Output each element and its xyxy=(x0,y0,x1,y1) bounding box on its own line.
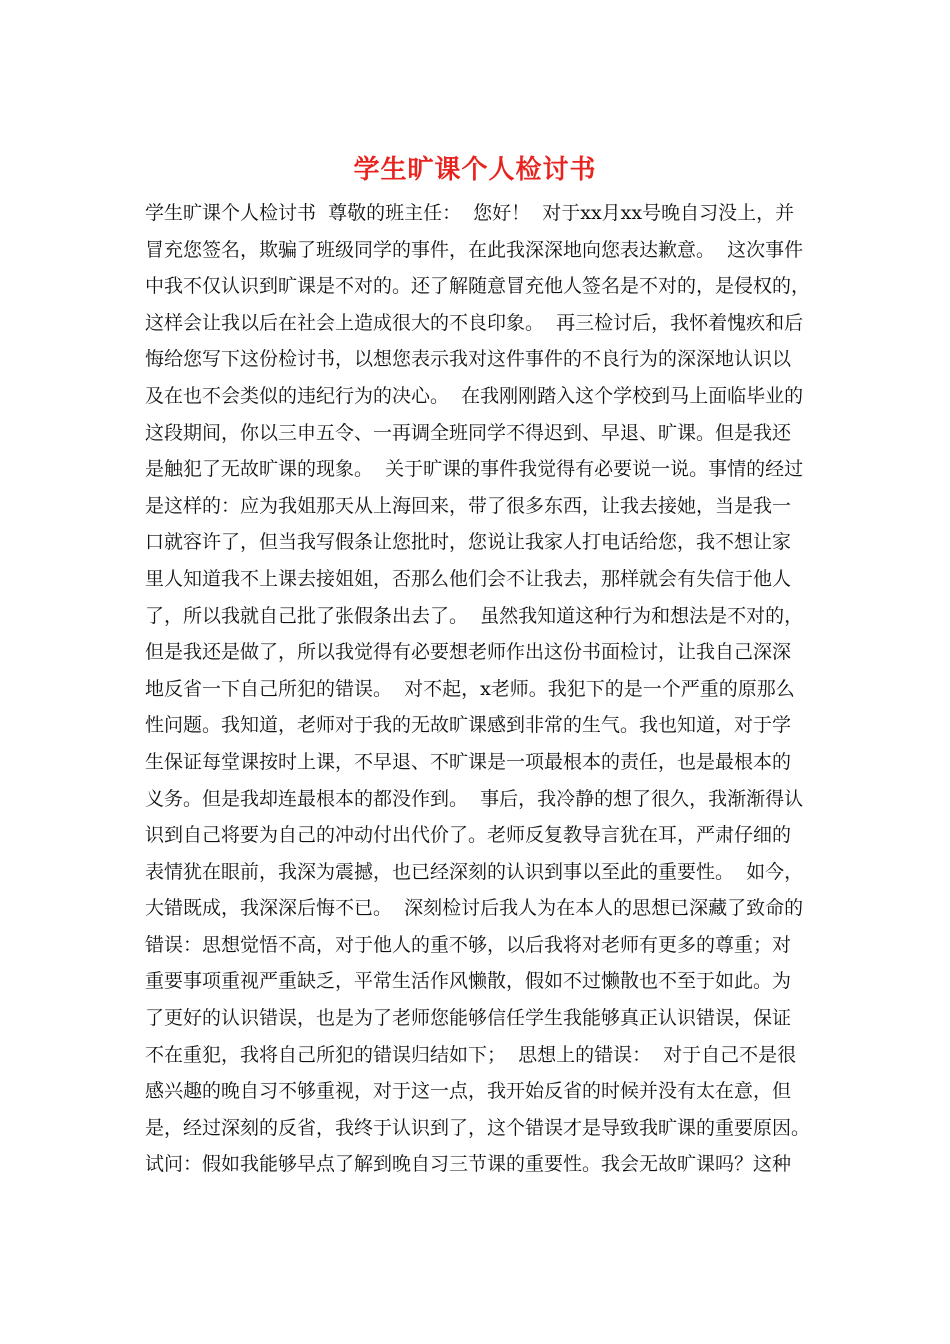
body-line: 悔给您写下这份检讨书，以想您表示我对这件事件的不良行为的深深地认识以 xyxy=(145,348,792,371)
body-line: 性问题。我知道，老师对于我的无故旷课感到非常的生气。我也知道，对于学 xyxy=(145,714,792,737)
body-line: 中我不仅认识到旷课是不对的。还了解随意冒充他人签名是不对的，是侵权的， xyxy=(145,275,810,298)
body-line: 是触犯了无故旷课的现象。 关于旷课的事件我觉得有必要说一说。事情的经过 xyxy=(145,458,804,481)
body-line: 了更好的认识错误，也是为了老师您能够信任学生我能够真正认识错误，保证 xyxy=(145,1007,792,1030)
body-line: 试问：假如我能够早点了解到晚自习三节课的重要性。我会无故旷课吗？这种 xyxy=(145,1153,792,1176)
body-line: 义务。但是我却连最根本的都没作到。 事后，我冷静的想了很久，我渐渐得认 xyxy=(145,787,804,810)
body-line: 错误：思想觉悟不高，对于他人的重不够，以后我将对老师有更多的尊重；对 xyxy=(145,933,792,956)
document-body xyxy=(145,195,810,1183)
body-line: 及在也不会类似的违纪行为的决心。 在我刚刚踏入这个学校到马上面临毕业的 xyxy=(145,384,804,407)
body-line: 不在重犯，我将自己所犯的错误归结如下； 思想上的错误： 对于自己不是很 xyxy=(145,1043,797,1066)
body-line: 这样会让我以后在社会上造成很大的不良印象。 再三检讨后，我怀着愧疚和后 xyxy=(145,311,804,334)
body-line: 但是我还是做了，所以我觉得有必要想老师作出这份书面检讨，让我自己深深 xyxy=(145,641,792,664)
body-line: 感兴趣的晚自习不够重视，对于这一点，我开始反省的时候并没有太在意，但 xyxy=(145,1080,792,1103)
body-line: 口就容许了，但当我写假条让您批时，您说让我家人打电话给您，我不想让家 xyxy=(145,531,792,554)
body-line: 识到自己将要为自己的冲动付出代价了。老师反复教导言犹在耳，严肃仔细的 xyxy=(145,824,792,847)
body-line: 是，经过深刻的反省，我终于认识到了，这个错误才是导致我旷课的重要原因。 xyxy=(145,1116,810,1139)
body-line: 重要事项重视严重缺乏，平常生活作风懒散，假如不过懒散也不至于如此。为 xyxy=(145,970,792,993)
body-line: 这段期间，你以三申五令、一再调全班同学不得迟到、早退、旷课。但是我还 xyxy=(145,421,792,444)
body-line: 冒充您签名，欺骗了班级同学的事件，在此我深深地向您表达歉意。 这次事件 xyxy=(145,238,804,261)
body-line: 生保证每堂课按时上课，不早退、不旷课是一项最根本的责任，也是最根本的 xyxy=(145,750,792,773)
document-title: 学生旷课个人检讨书 xyxy=(353,155,597,185)
body-line: 了，所以我就自己批了张假条出去了。 虽然我知道这种行为和想法是不对的， xyxy=(145,604,804,627)
body-line: 里人知道我不上课去接姐姐，否那么他们会不让我去，那样就会有失信于他人 xyxy=(145,567,792,590)
body-line: 地反省一下自己所犯的错误。 对不起，x老师。我犯下的是一个严重的原那么 xyxy=(145,677,795,700)
body-line: 学生旷课个人检讨书 尊敬的班主任： 您好！ 对于xx月xx号晚自习没上，并 xyxy=(145,202,795,224)
body-line: 表情犹在眼前，我深为震撼，也已经深刻的认识到事以至此的重要性。 如今， xyxy=(145,860,804,883)
body-line: 是这样的：应为我姐那天从上海回来，带了很多东西，让我去接她，当是我一 xyxy=(145,494,792,517)
body-line: 大错既成，我深深后悔不已。 深刻检讨后我人为在本人的思想已深藏了致命的 xyxy=(145,897,804,920)
